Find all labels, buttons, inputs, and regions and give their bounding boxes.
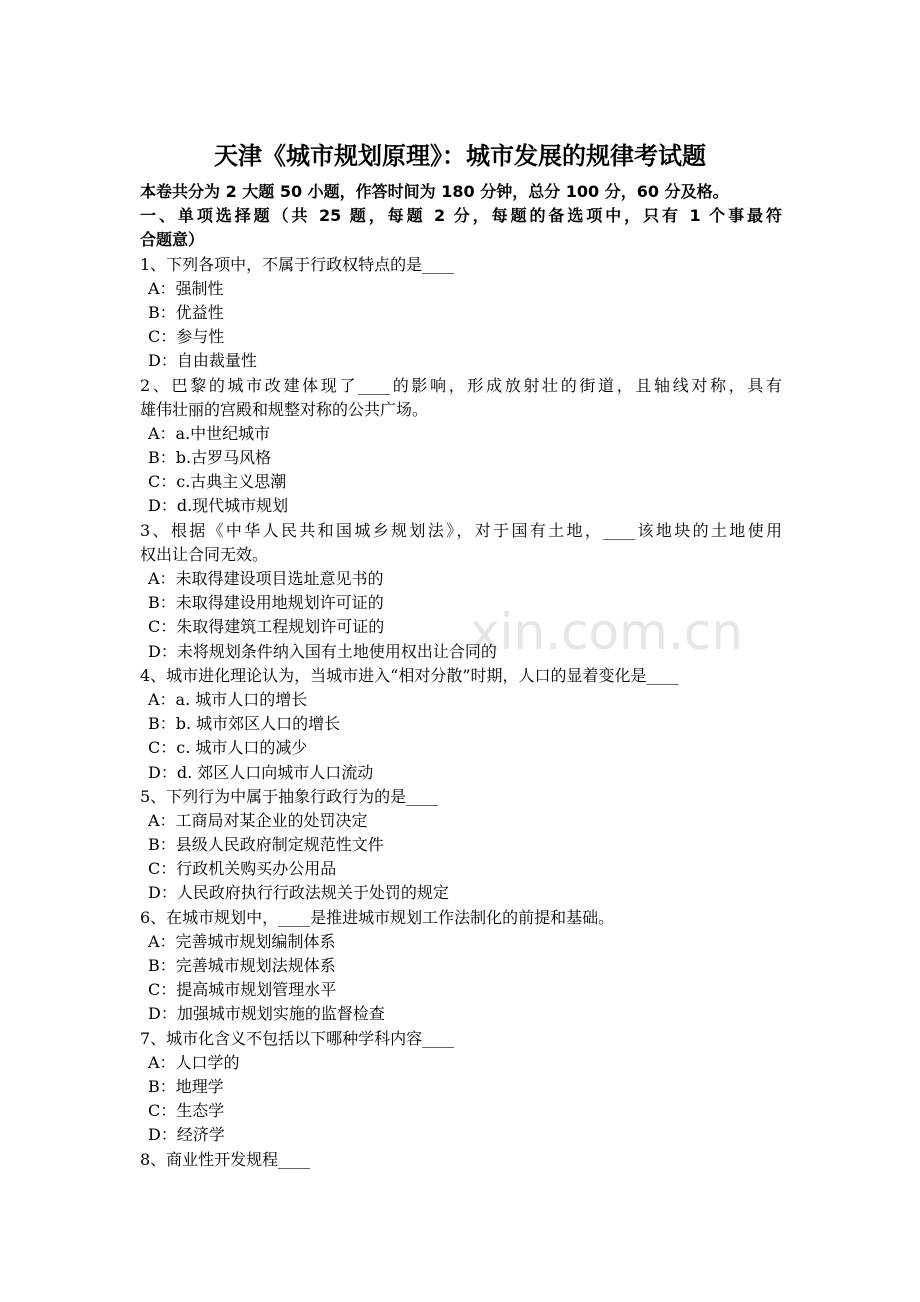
answer-option: D：经济学 bbox=[148, 1125, 225, 1145]
answer-option: A：工商局对某企业的处罚决定 bbox=[148, 810, 368, 830]
answer-option: D：人民政府执行行政法规关于处罚的规定 bbox=[148, 883, 449, 903]
answer-option: A：a.中世纪城市 bbox=[148, 423, 271, 443]
document-body bbox=[140, 180, 782, 1172]
question-stem: 雄伟壮丽的宫殿和规整对称的公共广场。 bbox=[140, 399, 429, 419]
answer-option: C：生态学 bbox=[148, 1101, 225, 1121]
answer-option: B：优益性 bbox=[148, 302, 224, 322]
question-stem: 2、巴黎的城市改建体现了____的影响，形成放射壮的街道，且轴线对称，具有 bbox=[140, 375, 782, 395]
question-8 bbox=[140, 1148, 782, 1172]
section-heading-continued: 合题意） bbox=[140, 230, 205, 250]
question-stem: 5、下列行为中属于抽象行政行为的是____ bbox=[140, 786, 439, 806]
answer-option: D：加强城市规划实施的监督检查 bbox=[148, 1004, 385, 1024]
answer-option: A：人口学的 bbox=[148, 1052, 240, 1072]
answer-option: C：c. 城市人口的减少 bbox=[148, 738, 308, 758]
answer-option: C：参与性 bbox=[148, 327, 225, 347]
answer-option: B：b.古罗马风格 bbox=[148, 448, 272, 468]
question-6 bbox=[140, 906, 782, 1027]
answer-option: D：d.现代城市规划 bbox=[148, 496, 289, 516]
question-4 bbox=[140, 664, 782, 785]
answer-option: D：自由裁量性 bbox=[148, 351, 257, 371]
question-stem: 7、城市化含义不包括以下哪种学科内容____ bbox=[140, 1028, 455, 1048]
answer-option: A：未取得建设项目选址意见书的 bbox=[148, 569, 384, 588]
answer-option: C：c.古典主义思潮 bbox=[148, 472, 287, 492]
question-stem: 权出让合同无效。 bbox=[140, 544, 269, 564]
answer-option: C：提高城市规划管理水平 bbox=[148, 980, 337, 1000]
answer-option: A：强制性 bbox=[148, 278, 224, 298]
question-list bbox=[140, 253, 782, 1172]
question-2 bbox=[140, 374, 782, 519]
question-stem: 3、根据《中华人民共和国城乡规划法》，对于国有土地，____该地块的土地使用 bbox=[140, 520, 782, 540]
answer-option: D：未将规划条件纳入国有土地使用权出让合同的 bbox=[148, 641, 497, 661]
watermark: xin.com.cn bbox=[470, 603, 743, 661]
page-title: 天津《城市规划原理》：城市发展的规律考试题 bbox=[214, 142, 706, 170]
section-heading: 一、单项选择题（共 25 题，每题 2 分，每题的备选项中，只有 1 个事最符 bbox=[140, 206, 782, 226]
question-stem: 8、商业性开发规程____ bbox=[140, 1149, 311, 1169]
answer-option: B：完善城市规划法规体系 bbox=[148, 956, 336, 975]
question-stem: 4、城市进化理论认为，当城市进入“相对分散”时期，人口的显着变化是____ bbox=[140, 665, 679, 685]
answer-option: B：b. 城市郊区人口的增长 bbox=[148, 714, 341, 734]
question-3 bbox=[140, 519, 782, 664]
answer-option: B：县级人民政府制定规范性文件 bbox=[148, 835, 384, 855]
answer-option: A：a. 城市人口的增长 bbox=[148, 689, 308, 709]
answer-option: B：未取得建设用地规划许可证的 bbox=[148, 593, 384, 613]
answer-option: C：朱取得建筑工程规划许可证的 bbox=[148, 617, 385, 637]
question-5 bbox=[140, 785, 782, 906]
exam-intro: 本卷共分为 2 大题 50 小题，作答时间为 180 分钟，总分 100 分，60 分及格。 bbox=[140, 182, 729, 201]
question-1 bbox=[140, 253, 782, 374]
question-stem: 1、下列各项中，不属于行政权特点的是____ bbox=[140, 254, 455, 274]
answer-option: D：d. 郊区人口向城市人口流动 bbox=[148, 762, 374, 782]
answer-option: A：完善城市规划编制体系 bbox=[148, 931, 336, 951]
answer-option: B：地理学 bbox=[148, 1076, 224, 1096]
answer-option: C：行政机关购买办公用品 bbox=[148, 859, 337, 879]
question-7 bbox=[140, 1027, 782, 1148]
question-stem: 6、在城市规划中，____是推进城市规划工作法制化的前提和基础。 bbox=[140, 907, 615, 927]
